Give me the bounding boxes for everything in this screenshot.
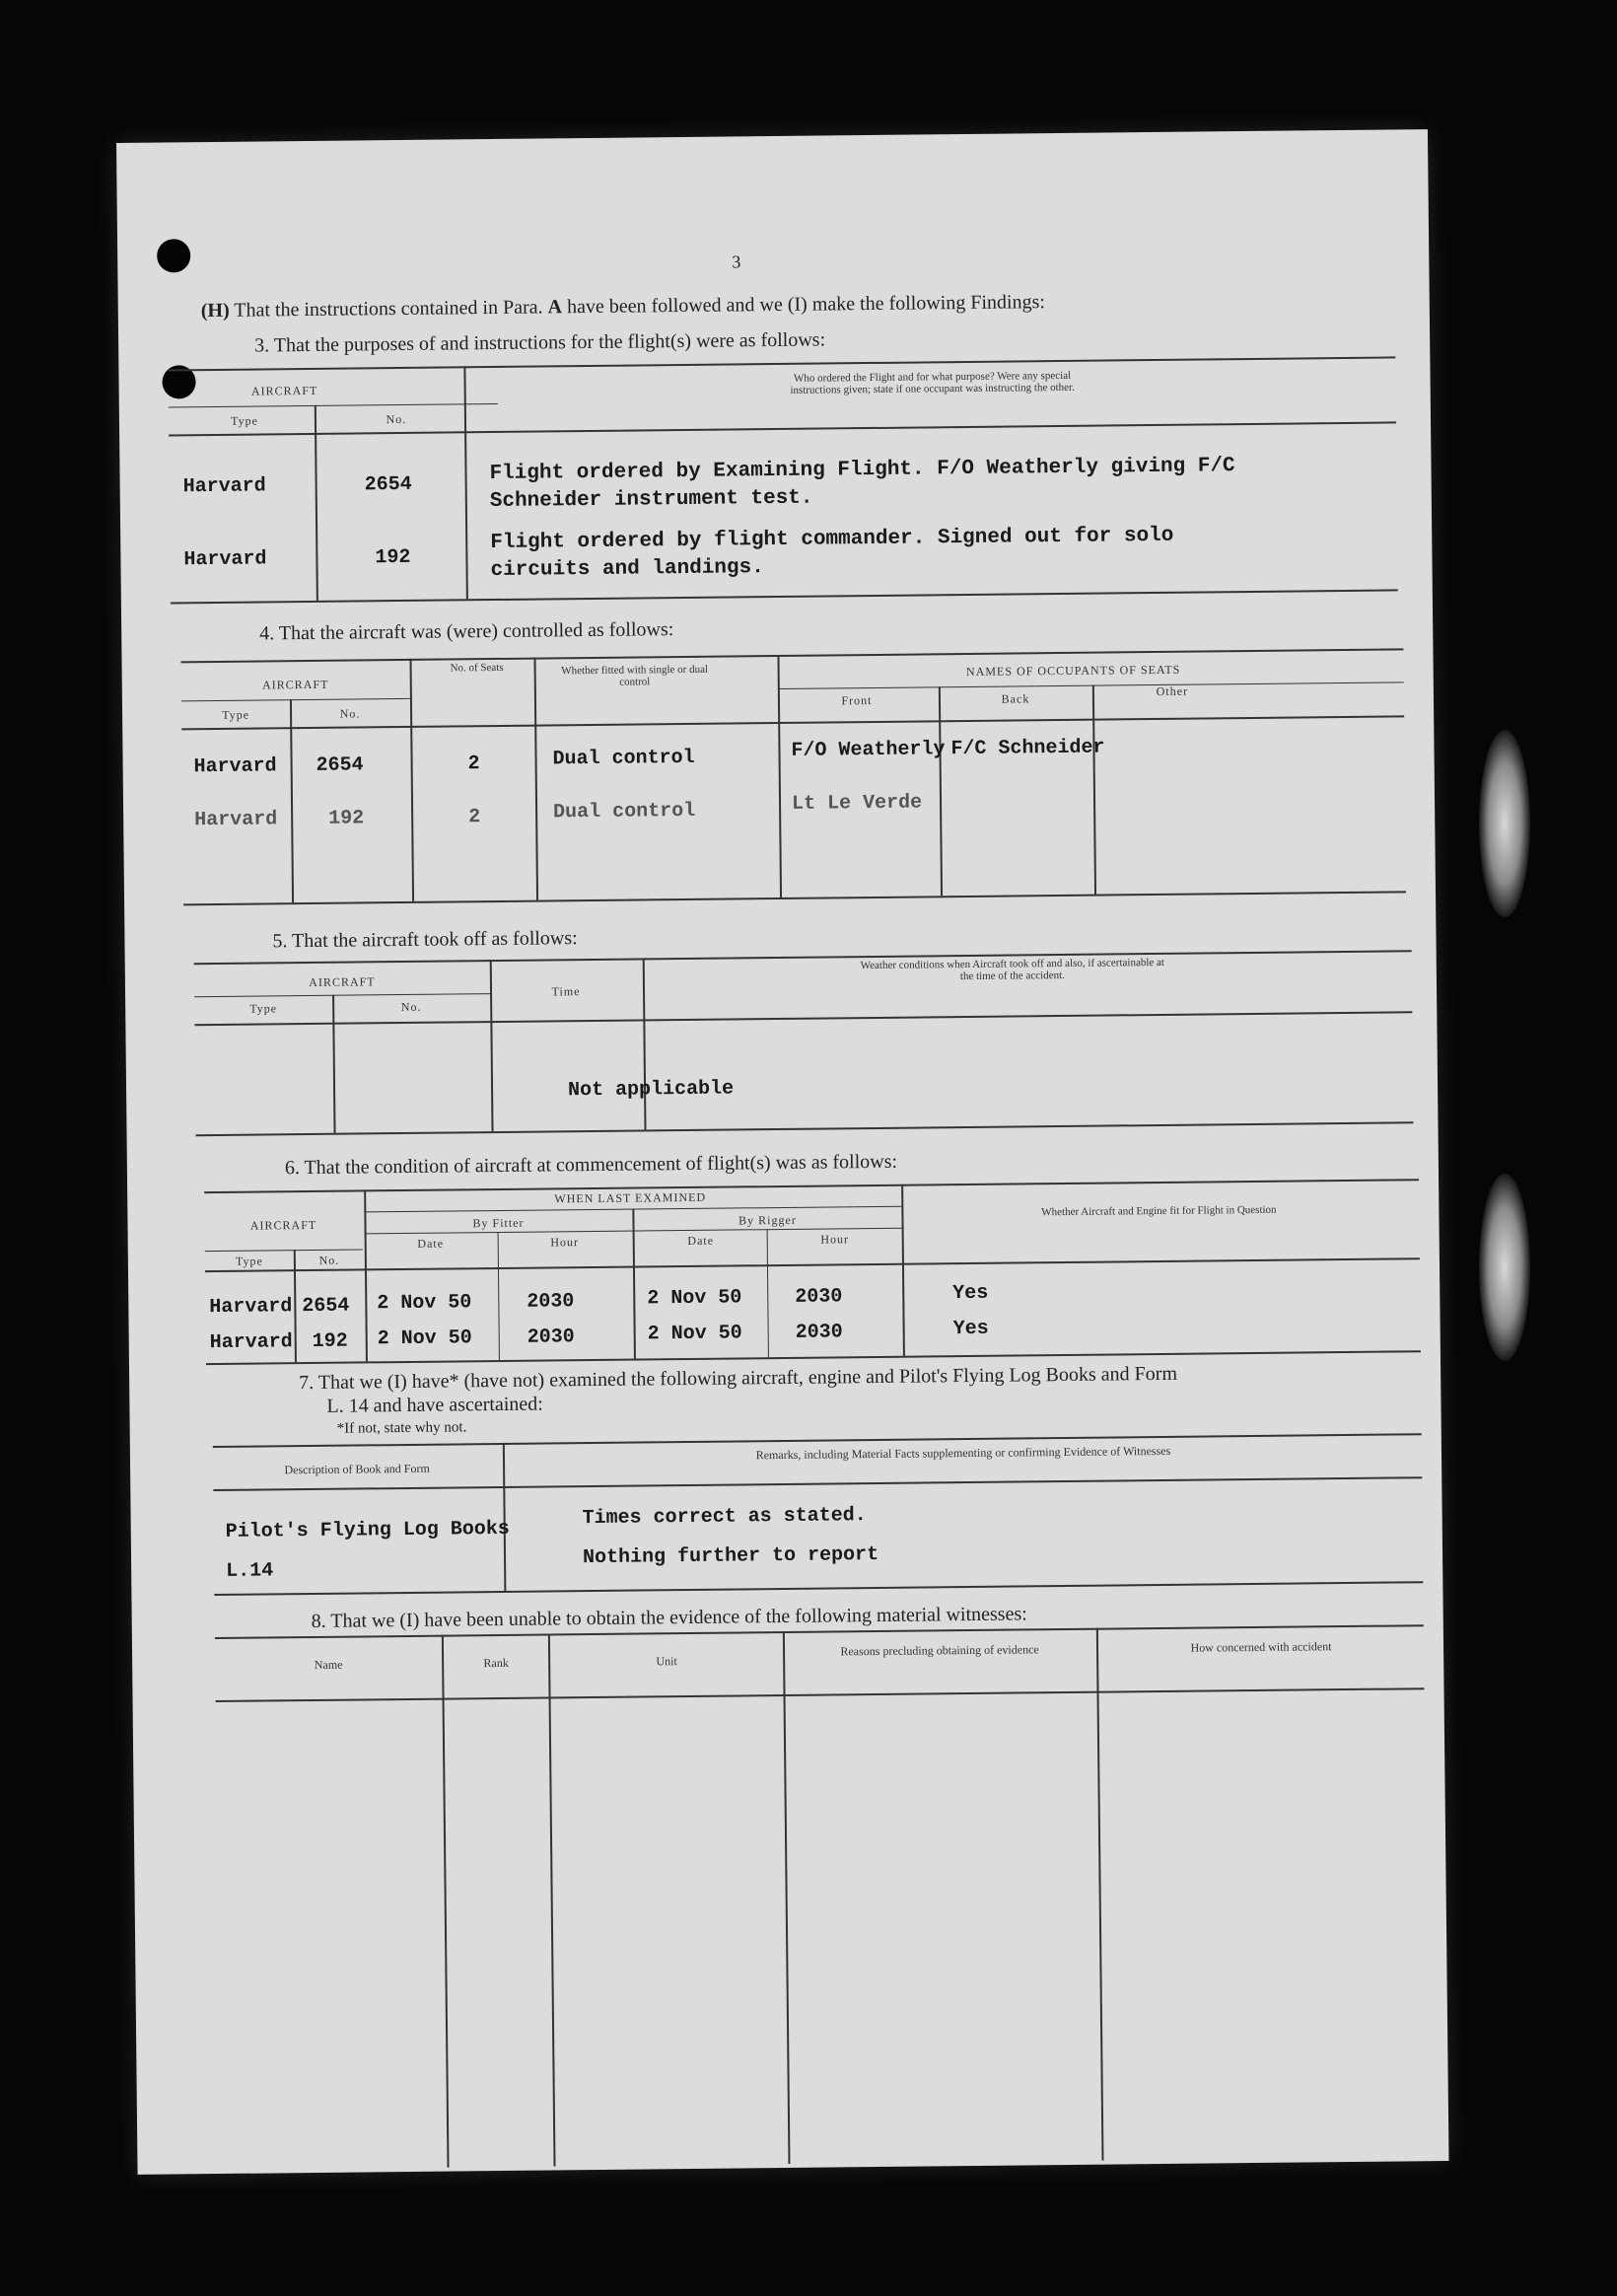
s8-head-name: Name <box>314 1657 343 1672</box>
s6-row1-rdate: 2 Nov 50 <box>647 1286 742 1311</box>
s4-head-control: Whether fitted with single or dual control <box>561 663 709 688</box>
s6-row1-fit: Yes <box>952 1281 989 1306</box>
s4-head-type: Type <box>222 707 250 722</box>
findings-intro <box>201 291 1045 323</box>
s6-row2-fhour: 2030 <box>527 1326 575 1349</box>
s3-head-type: Type <box>230 413 258 428</box>
section-3-title: 3. That the purposes of and instructions for the flight(s) were as follows: <box>254 328 826 357</box>
section-6-title: 6. That the condition of aircraft at commencement of flight(s) was as follows: <box>284 1150 898 1180</box>
s3-head-purpose: Who ordered the Flight and for what purpose? Were any special instructions given; state if one occupant was instructing the other. <box>790 369 1075 396</box>
s6-row2-fit: Yes <box>952 1317 989 1341</box>
s8-head-how: How concerned with accident <box>1190 1639 1332 1655</box>
findings-label: (H) <box>200 299 230 323</box>
scan-glare-upper <box>1479 730 1530 917</box>
s3-row1-type: Harvard <box>182 474 266 499</box>
s4-row1-back: F/C Schneider <box>950 736 1105 761</box>
s6-head-no: No. <box>318 1253 340 1267</box>
s3-row1-purpose-l1: Flight ordered by Examining Flight. F/O Weatherly giving F/C <box>489 455 1235 486</box>
findings-text-a: That the instructions contained in Para. <box>234 296 543 322</box>
scan-glare-lower <box>1479 1174 1530 1361</box>
s4-row2-type: Harvard <box>194 808 278 832</box>
s4-row1-seats: 2 <box>467 753 480 776</box>
s6-head-fitter: By Fitter <box>472 1215 525 1231</box>
s6-head-hour-rigger: Hour <box>820 1232 850 1247</box>
s6-row2-fdate: 2 Nov 50 <box>377 1327 472 1351</box>
s7-row2-desc: L.14 <box>226 1559 274 1583</box>
s6-head-rigger: By Rigger <box>738 1212 797 1228</box>
s3-row1-no: 2654 <box>364 472 412 497</box>
section-8-title: 8. That we (I) have been unable to obtain the evidence of the following material witnesses: <box>311 1603 1027 1633</box>
s3-head-no: No. <box>386 411 407 427</box>
s6-row2-rdate: 2 Nov 50 <box>647 1322 742 1346</box>
s3-row2-no: 192 <box>375 545 411 570</box>
s3-row2-type: Harvard <box>183 547 267 572</box>
s4-head-no: No. <box>339 706 361 721</box>
s5-not-applicable: Not applicable <box>567 1077 735 1103</box>
findings-text-b: have been followed and we (I) make the following Findings: <box>566 291 1045 319</box>
s3-head-aircraft: AIRCRAFT <box>250 383 318 398</box>
s6-row1-type: Harvard <box>209 1295 293 1320</box>
s4-head-front: Front <box>841 693 873 708</box>
s3-row2-purpose-l1: Flight ordered by flight commander. Signed out for solo <box>490 524 1174 555</box>
s4-row1-type: Harvard <box>193 754 277 779</box>
form-page <box>116 129 1448 2175</box>
s7-head-remarks: Remarks, including Material Facts supplementing or confirming Evidence of Witnesses <box>755 1443 1171 1463</box>
s4-row2-control: Dual control <box>553 799 696 825</box>
s6-row2-no: 192 <box>312 1329 348 1353</box>
s6-row2-type: Harvard <box>209 1330 293 1355</box>
s4-head-seats: No. of Seats <box>450 661 504 675</box>
s5-head-type: Type <box>249 1001 278 1016</box>
s6-head-type: Type <box>235 1254 263 1268</box>
s7-row1-remark: Times correct as stated. <box>582 1504 867 1531</box>
s8-head-rank: Rank <box>483 1655 509 1671</box>
s6-head-aircraft: AIRCRAFT <box>249 1217 317 1233</box>
s6-row1-fdate: 2 Nov 50 <box>377 1291 472 1316</box>
s8-head-reasons: Reasons precluding obtaining of evidence <box>840 1642 1039 1659</box>
s3-row1-purpose-l2: Schneider instrument test. <box>489 486 813 514</box>
section-7-title-l2: L. 14 and have ascertained: <box>326 1393 543 1417</box>
s6-row2-rhour: 2030 <box>795 1321 843 1344</box>
s4-head-aircraft: AIRCRAFT <box>262 677 329 692</box>
s4-head-other: Other <box>1156 683 1189 698</box>
s7-head-desc: Description of Book and Form <box>284 1461 430 1477</box>
s6-head-when: WHEN LAST EXAMINED <box>554 1189 707 1206</box>
s6-row1-fhour: 2030 <box>527 1290 575 1314</box>
s6-head-date-rigger: Date <box>687 1233 715 1248</box>
section-7-title-l3: *If not, state why not. <box>336 1419 467 1437</box>
findings-para-letter: A <box>547 296 563 319</box>
s5-head-no: No. <box>400 999 422 1015</box>
s4-head-names: NAMES OF OCCUPANTS OF SEATS <box>965 662 1181 680</box>
s6-row1-rhour: 2030 <box>795 1285 843 1309</box>
section-4-title: 4. That the aircraft was (were) controlled as follows: <box>259 618 674 645</box>
s4-row1-control: Dual control <box>552 746 695 771</box>
punch-hole-top <box>157 239 190 272</box>
s6-row1-no: 2654 <box>302 1294 350 1319</box>
s7-row2-remark: Nothing further to report <box>582 1543 879 1570</box>
s5-head-aircraft: AIRCRAFT <box>309 974 376 990</box>
s8-head-unit: Unit <box>656 1654 677 1669</box>
s4-row2-seats: 2 <box>468 806 481 829</box>
s4-head-back: Back <box>1001 691 1030 706</box>
s4-row1-no: 2654 <box>316 753 364 777</box>
s7-row1-desc: Pilot's Flying Log Books <box>225 1517 510 1543</box>
s5-head-time: Time <box>551 984 581 999</box>
s4-row1-front: F/O Weatherly <box>791 738 946 762</box>
s4-row2-no: 192 <box>328 807 365 830</box>
s5-head-weather: Weather conditions when Aircraft took off and also, if ascertainable at the time of the accident. <box>860 956 1164 983</box>
s6-head-hour-fitter: Hour <box>550 1235 580 1250</box>
s6-head-date-fitter: Date <box>417 1236 445 1251</box>
s6-head-fit: Whether Aircraft and Engine fit for Flight in Question <box>1041 1203 1277 1219</box>
section-7-title-l1: 7. That we (I) have* (have not) examined the following aircraft, engine and Pilot's Flying Log Books and Form <box>299 1362 1178 1395</box>
s3-row2-purpose-l2: circuits and landings. <box>490 556 764 583</box>
page-number: 3 <box>732 251 741 272</box>
section-5-title: 5. That the aircraft took off as follows: <box>272 927 578 953</box>
s4-row2-front: Lt Le Verde <box>791 791 923 816</box>
